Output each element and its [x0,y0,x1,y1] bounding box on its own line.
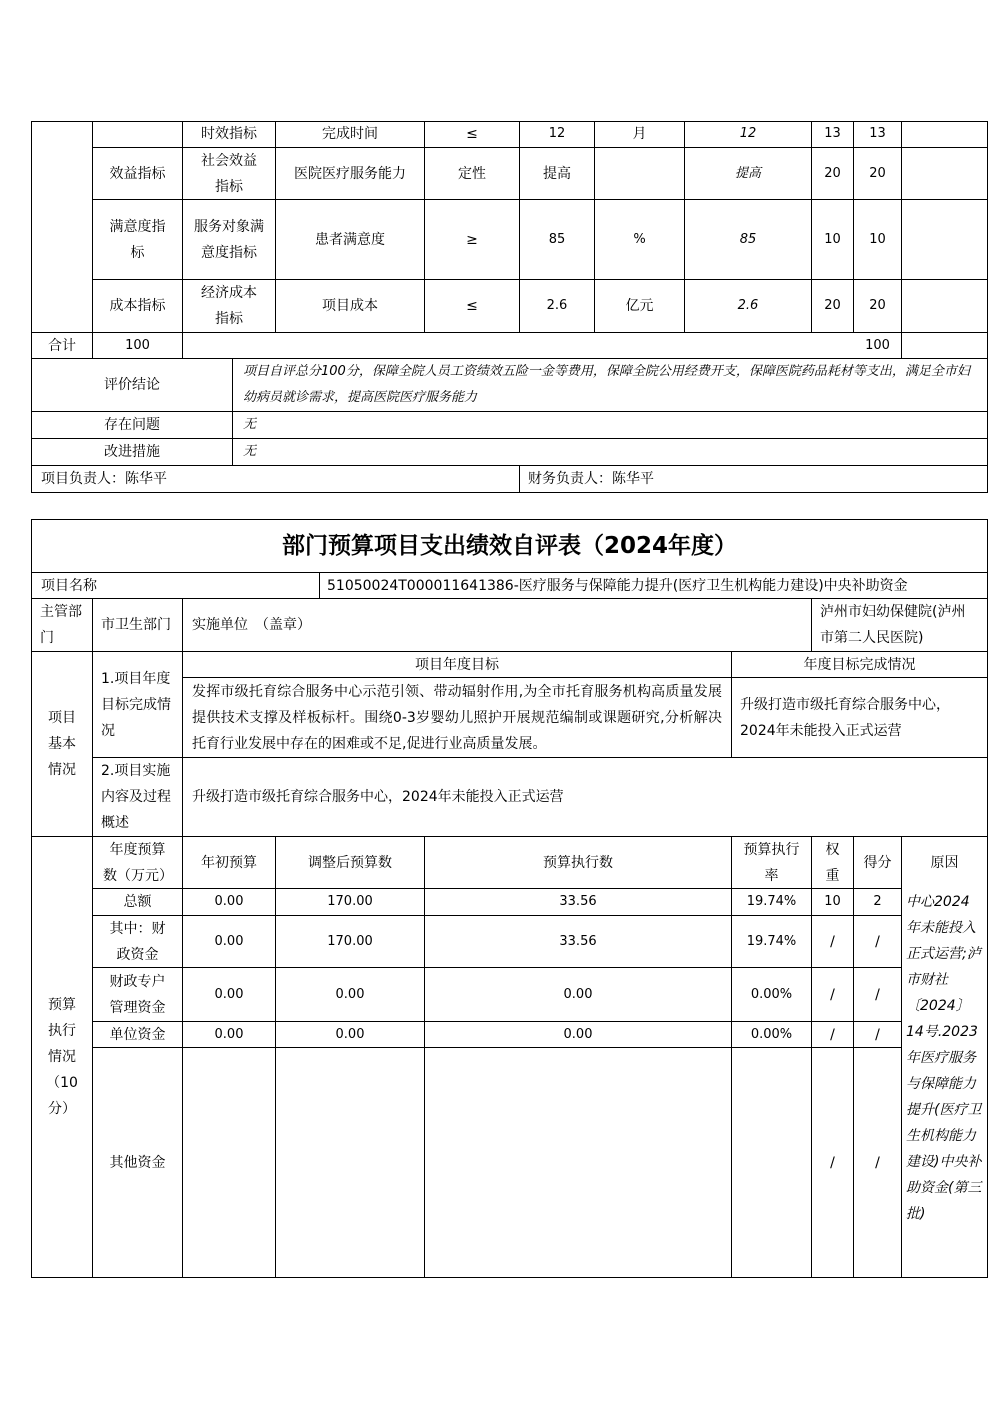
row-weight: / [830,1026,835,1043]
row-adjusted [276,1048,424,1277]
tertiary-indicator: 患者满意度 [315,231,385,248]
score: 10 [869,231,886,247]
row-executed [425,1048,731,1277]
target-value: 85 [548,231,566,247]
actual-value: 12 [739,126,757,141]
row-weight: 10 [824,894,841,909]
primary-indicator: 效益指标 [109,165,166,182]
header-adjusted: 调整后预算数 [308,854,392,871]
row-rate [732,1048,811,1277]
dept-label: 主管部门 [40,604,82,646]
row-executed: 33.56 [559,894,597,909]
unit: % [633,231,646,247]
conclusion-label: 评价结论 [104,377,160,393]
row-rate: 19.74% [746,933,797,949]
row-executed: 33.56 [559,933,597,949]
project-name-label: 项目名称 [41,577,97,594]
tertiary-indicator: 完成时间 [322,126,378,142]
target-value: 提高 [543,165,571,182]
project-name: 51050024T000011641386-医疗服务与保障能力提升(医疗卫生机构能力建设)中央补助资金 [327,577,908,594]
row-label: 其他资金 [109,1154,166,1171]
header-reason: 原因 [930,854,959,871]
basic-info-label: 项目基本情况 [48,710,76,778]
issues-text: 无 [243,417,257,432]
completion-text: 升级打造市级托育综合服务中心，2024年未能投入正式运营 [740,696,950,739]
row-rate: 19.74% [746,894,797,909]
secondary-indicator: 时效指标 [201,126,257,142]
header-weight: 权重 [825,841,840,884]
operator: ≤ [466,126,478,142]
row-weight: / [830,933,835,950]
row-score: / [875,933,880,950]
completion-header: 年度目标完成情况 [803,656,916,673]
score: 20 [869,165,886,181]
row-adjusted: 170.00 [327,894,373,909]
measures-text: 无 [243,444,257,459]
operator: 定性 [458,165,486,182]
total-weight: 100 [125,337,150,353]
unit-value: 泸州市妇幼保健院(泸州市第二人民医院) [820,604,966,646]
conclusion-text: 项目自评总分100分，保障全院人员工资绩效五险一金等费用，保障全院公用经费开支，保障医院药品耗材等支出，满足全市妇幼病员就诊需求，提高医院医疗服务能力 [243,364,970,405]
row-initial: 0.00 [214,1026,244,1042]
row-executed: 0.00 [563,1026,593,1042]
impl-label: 2.项目实施内容及过程概述 [101,763,171,831]
row-rate: 0.00% [750,986,793,1002]
row-adjusted: 170.00 [327,933,373,949]
header-amount: 年度预算数（万元） [103,841,173,884]
row-initial [183,1048,275,1277]
unit-label: 实施单位 （盖章） [192,617,311,633]
row-initial: 0.00 [214,986,244,1002]
primary-indicator: 满意度指标 [109,218,166,261]
header-rate: 预算执行率 [743,841,800,884]
measures-label: 改进措施 [104,444,160,460]
header-score: 得分 [863,854,892,871]
form-title: 部门预算项目支出绩效自评表（2024年度） [281,533,737,559]
weight: 20 [824,298,841,313]
row-label: 财政专户管理资金 [109,973,166,1016]
dept-value: 市卫生部门 [101,617,171,633]
tertiary-indicator: 医院医疗服务能力 [294,165,406,182]
row-weight: / [830,986,835,1003]
row-score: / [875,1154,880,1171]
target-value: 12 [548,126,566,141]
goal-text: 发挥市级托育综合服务中心示范引领、带动辐射作用,为全市托育服务机构高质量发展提供技术支撑及样板标杆。围绕0-3岁婴幼儿照护开展规范编制或课题研究,分析解决托育行业发展中存在的困难或不足,促进行业高质量发展。 [192,683,722,752]
unit [595,148,684,199]
actual-value: 85 [739,231,757,247]
actual-value: 提高 [734,165,761,181]
target-value: 2.6 [546,298,568,313]
row-adjusted: 0.00 [335,986,365,1002]
reason-text: 中心2024年未能投入正式运营;泸市财社〔2024〕14号.2023年医疗服务与保障能力提升(医疗卫生机构能力建设)中央补助资金(第三批) [906,894,982,1222]
weight: 20 [824,165,841,181]
project-lead: 项目负责人：陈华平 [41,471,167,487]
row-score: / [875,1026,880,1043]
row-initial: 0.00 [214,894,244,909]
impl-text: 升级打造市级托育综合服务中心，2024年未能投入正式运营 [192,789,564,805]
header-initial: 年初预算 [201,854,257,871]
operator: ≤ [466,298,478,314]
goal-header: 项目年度目标 [415,656,499,673]
goal-label: 1.项目年度目标完成情况 [101,670,171,739]
budget-section-label: 预算执行情况（10分） [46,997,78,1117]
score: 13 [869,126,886,141]
finance-lead: 财务负责人：陈华平 [528,471,654,487]
row-adjusted: 0.00 [335,1026,365,1042]
header-executed: 预算执行数 [543,854,613,871]
row-label: 其中：财政资金 [109,920,166,963]
unit: 亿元 [625,298,654,314]
score: 20 [869,298,886,313]
row-weight: / [830,1154,835,1171]
secondary-indicator: 服务对象满意度指标 [194,218,264,261]
operator: ≥ [466,231,478,248]
actual-value: 2.6 [737,298,759,313]
row-executed: 0.00 [563,986,593,1002]
unit: 月 [632,126,647,142]
issues-label: 存在问题 [104,417,160,433]
weight: 10 [824,231,841,247]
row-score: / [875,986,880,1003]
total-label: 合计 [48,337,76,354]
tertiary-indicator: 项目成本 [322,298,378,314]
row-label: 单位资金 [109,1026,166,1043]
row-initial: 0.00 [214,933,244,949]
total-score: 100 [865,337,890,353]
secondary-indicator: 经济成本指标 [201,285,257,327]
row-label: 总额 [123,894,152,910]
weight: 13 [824,126,841,141]
row-score: 2 [873,894,882,909]
row-rate: 0.00% [750,1026,793,1042]
primary-indicator: 成本指标 [109,298,166,314]
secondary-indicator: 社会效益指标 [201,152,257,195]
